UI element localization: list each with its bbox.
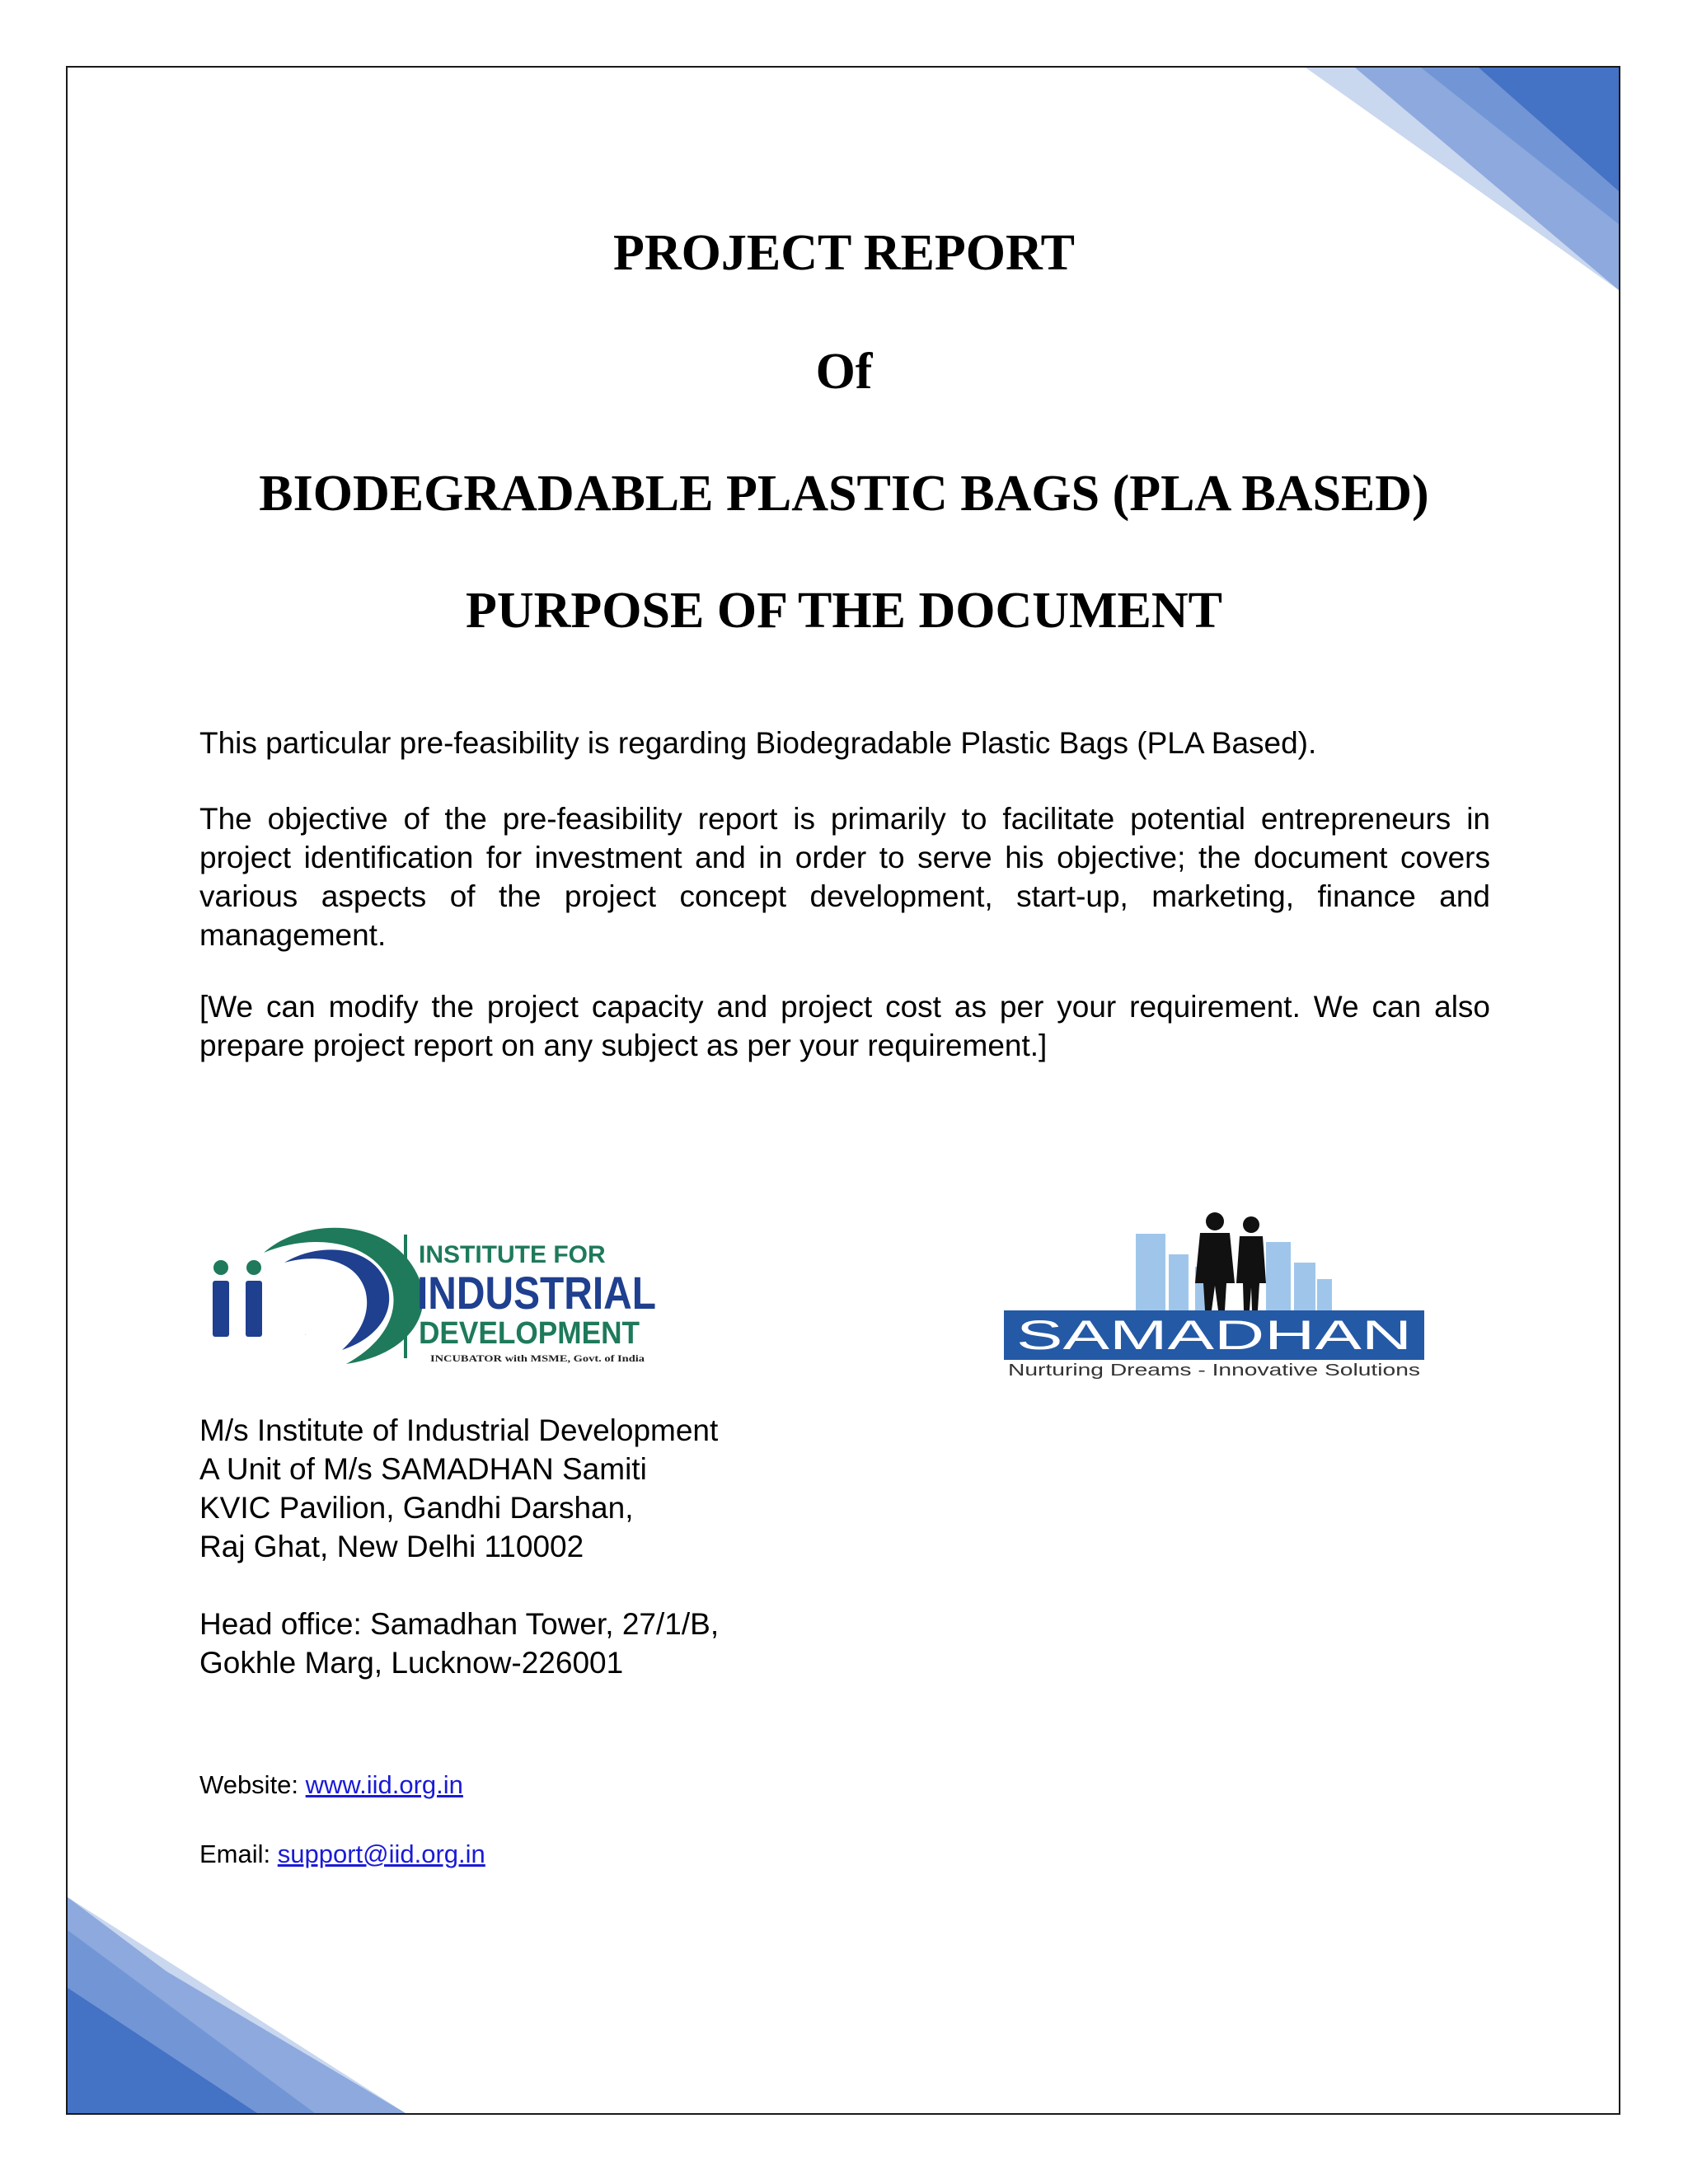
objective-paragraph: The objective of the pre-feasibility report is primarily to facilitate potential entrepreneurs in project identification for investment and in order to serve his objective; the document covers various aspects of the project concept development, start-up, marketing, finance and management. bbox=[199, 802, 1490, 952]
head-office-line: Head office: Samadhan Tower, 27/1/B, bbox=[199, 1607, 720, 1641]
iid-logo-line3: DEVELOPMENT bbox=[419, 1316, 640, 1351]
iid-logo-mark: iiD bbox=[305, 1335, 307, 1336]
purpose-heading: PURPOSE OF THE DOCUMENT bbox=[465, 583, 1222, 639]
head-office-line: Gokhle Marg, Lucknow-226001 bbox=[199, 1646, 624, 1680]
samadhan-logo-tagline: Nurturing Dreams - Innovative Solutions bbox=[1008, 1361, 1420, 1380]
intro-paragraph: This particular pre-feasibility is regarding Biodegradable Plastic Bags (PLA Based). bbox=[199, 726, 1317, 760]
website-link[interactable]: www.iid.org.in bbox=[305, 1770, 463, 1799]
iid-logo bbox=[206, 1220, 668, 1368]
email-row bbox=[199, 1840, 485, 1869]
email-link[interactable]: support@iid.org.in bbox=[277, 1840, 485, 1868]
iid-logo-line1: INSTITUTE FOR bbox=[419, 1241, 606, 1268]
address-line: Raj Ghat, New Delhi 110002 bbox=[199, 1530, 584, 1563]
address-block bbox=[199, 1411, 719, 1682]
iid-logo-tagline: INCUBATOR with MSME, Govt. of India bbox=[430, 1352, 645, 1364]
address-line: A Unit of M/s SAMADHAN Samiti bbox=[199, 1452, 647, 1486]
address-spacer bbox=[199, 1566, 719, 1605]
iid-logo-line2: INDUSTRIAL bbox=[417, 1267, 656, 1319]
website-row bbox=[199, 1770, 463, 1800]
website-label: Website: bbox=[199, 1770, 306, 1799]
modification-note: [We can modify the project capacity and project cost as per your requirement. We can also prepare project report on any subject as per your requirement.] bbox=[199, 990, 1490, 1062]
address-line: KVIC Pavilion, Gandhi Darshan, bbox=[199, 1491, 634, 1525]
report-heading: PROJECT REPORT bbox=[613, 225, 1075, 281]
of-heading: Of bbox=[815, 344, 873, 400]
address-line: M/s Institute of Industrial Development bbox=[199, 1413, 719, 1447]
samadhan-logo-name: SAMADHAN bbox=[1016, 1312, 1412, 1358]
document-title: BIODEGRADABLE PLASTIC BAGS (PLA BASED) bbox=[259, 466, 1429, 522]
corner-decoration-bottom-left bbox=[68, 1897, 406, 2113]
email-label: Email: bbox=[199, 1840, 278, 1868]
samadhan-logo bbox=[1004, 1205, 1424, 1382]
